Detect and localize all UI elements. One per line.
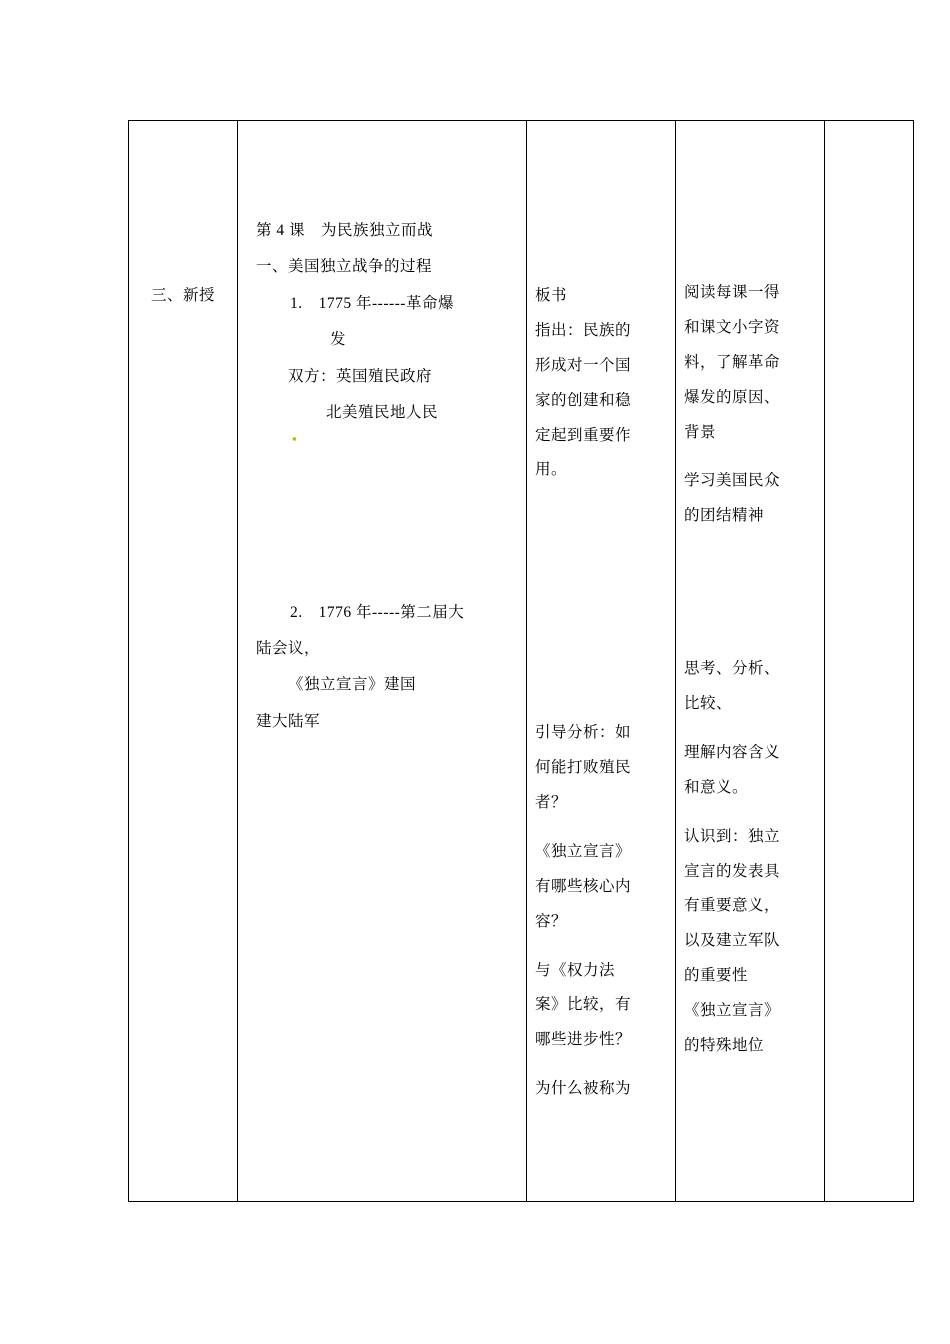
- teacher-line-15: 哪些进步性？: [535, 1031, 632, 1049]
- list-item-2-sub-2: 建大陆军: [256, 712, 321, 730]
- lesson-plan-table: [128, 120, 914, 1202]
- student-line-18: 的特殊地位: [684, 1036, 765, 1054]
- student-line-6: 学习美国民众: [684, 472, 781, 490]
- student-line-8: 思考、分析、: [684, 660, 781, 678]
- student-line-5: 背景: [684, 423, 717, 441]
- teacher-line-8: 何能打败殖民: [535, 759, 632, 777]
- teacher-line-9: 者？: [535, 794, 568, 811]
- list-item-2-continued: 陆会议，: [256, 639, 321, 657]
- table-cell-student-activity: [676, 121, 825, 1202]
- spacer: [535, 940, 667, 954]
- teacher-line-16: 为什么被称为: [535, 1080, 632, 1098]
- teacher-line-13: 与《权力法: [535, 961, 616, 979]
- student-line-17: 《独立宣言》: [684, 1002, 781, 1019]
- student-line-10: 理解内容含义: [684, 743, 781, 761]
- student-line-16: 的重要性: [684, 967, 749, 985]
- teacher-line-12: 容？: [535, 912, 568, 930]
- lesson-title: 第 4 课 为民族独立而战: [256, 222, 434, 239]
- student-line-9: 比较、: [684, 695, 733, 712]
- spacer: [535, 488, 667, 716]
- table-row: [129, 121, 914, 1202]
- teacher-line-11: 有哪些核心内: [535, 877, 632, 895]
- spacer: [252, 445, 518, 595]
- teacher-line-3: 形成对一个国: [535, 356, 632, 374]
- spacer: [684, 534, 816, 652]
- student-line-3: 料，了解革命: [684, 353, 781, 371]
- list-item-1-sub-1: 双方：英国殖民政府: [288, 367, 433, 385]
- table-cell-stage: [129, 121, 238, 1202]
- stray-mark-icon: ▪: [292, 430, 297, 446]
- table-cell-teacher-activity: [527, 121, 676, 1202]
- student-line-2: 和课文小字资: [684, 318, 781, 336]
- list-item-1-sub-2: 北美殖民地人民: [326, 404, 439, 422]
- student-line-15: 以及建立军队: [684, 932, 781, 950]
- teacher-line-4: 家的创建和稳: [535, 391, 632, 409]
- table-cell-content: [238, 121, 527, 1202]
- list-item-1-continued: 发: [330, 331, 347, 349]
- teacher-line-10: 《独立宣言》: [535, 842, 632, 860]
- spacer: [535, 1058, 667, 1072]
- list-item-2-sub-1: 《独立宣言》建国: [288, 676, 417, 694]
- spacer: [684, 450, 816, 464]
- teacher-line-14: 案》比较，有: [535, 996, 632, 1014]
- teacher-line-7: 引导分析：如: [535, 724, 632, 742]
- spacer: [684, 806, 816, 820]
- student-line-13: 宣言的发表具: [684, 862, 781, 880]
- table-cell-notes: [825, 121, 914, 1202]
- student-line-12: 认识到：独立: [684, 827, 781, 845]
- teacher-line-6: 用。: [535, 461, 568, 479]
- spacer: [684, 722, 816, 736]
- spacer: [535, 821, 667, 835]
- list-item-2: 2. 1776 年-----第二届大: [290, 603, 465, 621]
- section-heading: 一、美国独立战争的过程: [256, 258, 433, 276]
- list-item-1: 1. 1775 年------革命爆: [290, 294, 454, 312]
- student-line-14: 有重要意义，: [684, 897, 781, 915]
- teacher-line-2: 指出：民族的: [535, 321, 632, 339]
- stage-label: 三、新授: [150, 287, 215, 304]
- student-line-7: 的团结精神: [684, 507, 765, 525]
- teacher-line-1: 板书: [535, 287, 568, 304]
- student-line-4: 爆发的原因、: [684, 388, 781, 406]
- student-line-1: 阅读每课一得: [684, 284, 781, 301]
- student-line-11: 和意义。: [684, 778, 749, 796]
- teacher-line-5: 定起到重要作: [535, 426, 632, 444]
